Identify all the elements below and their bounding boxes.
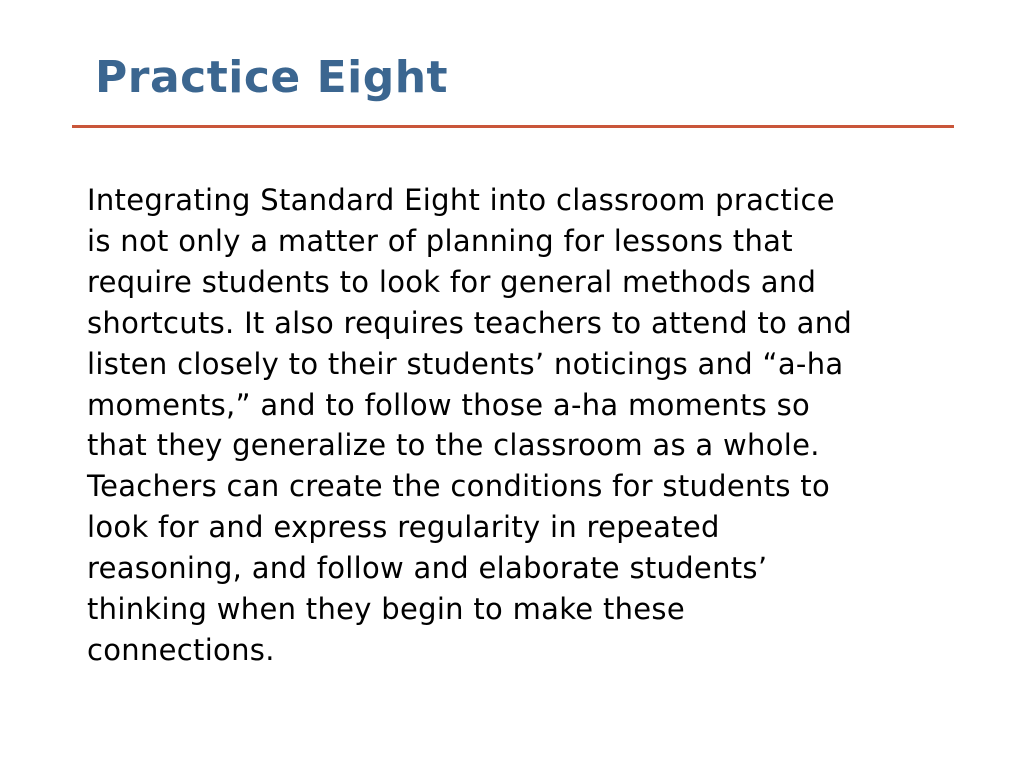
- body-line: that they generalize to the classroom as a whole.: [87, 428, 820, 463]
- body-line: look for and express regularity in repeated: [87, 510, 720, 545]
- body-line: shortcuts. It also requires teachers to attend to and: [87, 305, 853, 340]
- body-line: Teachers can create the conditions for students to: [87, 469, 831, 504]
- body-line: reasoning, and follow and elaborate students’: [87, 551, 768, 586]
- body-line: require students to look for general methods and: [87, 264, 817, 299]
- title-divider: [72, 125, 954, 128]
- body-paragraph: [87, 180, 967, 671]
- body-line: moments,” and to follow those a-ha moments so: [87, 387, 811, 422]
- body-line: connections.: [87, 632, 275, 667]
- body-line: is not only a matter of planning for lessons that: [87, 223, 793, 258]
- body-line: listen closely to their students’ noticings and “a-ha: [87, 346, 844, 381]
- body-line: Integrating Standard Eight into classroom practice: [87, 183, 835, 217]
- slide-title: Practice Eight: [95, 52, 449, 103]
- body-line: thinking when they begin to make these: [87, 592, 685, 627]
